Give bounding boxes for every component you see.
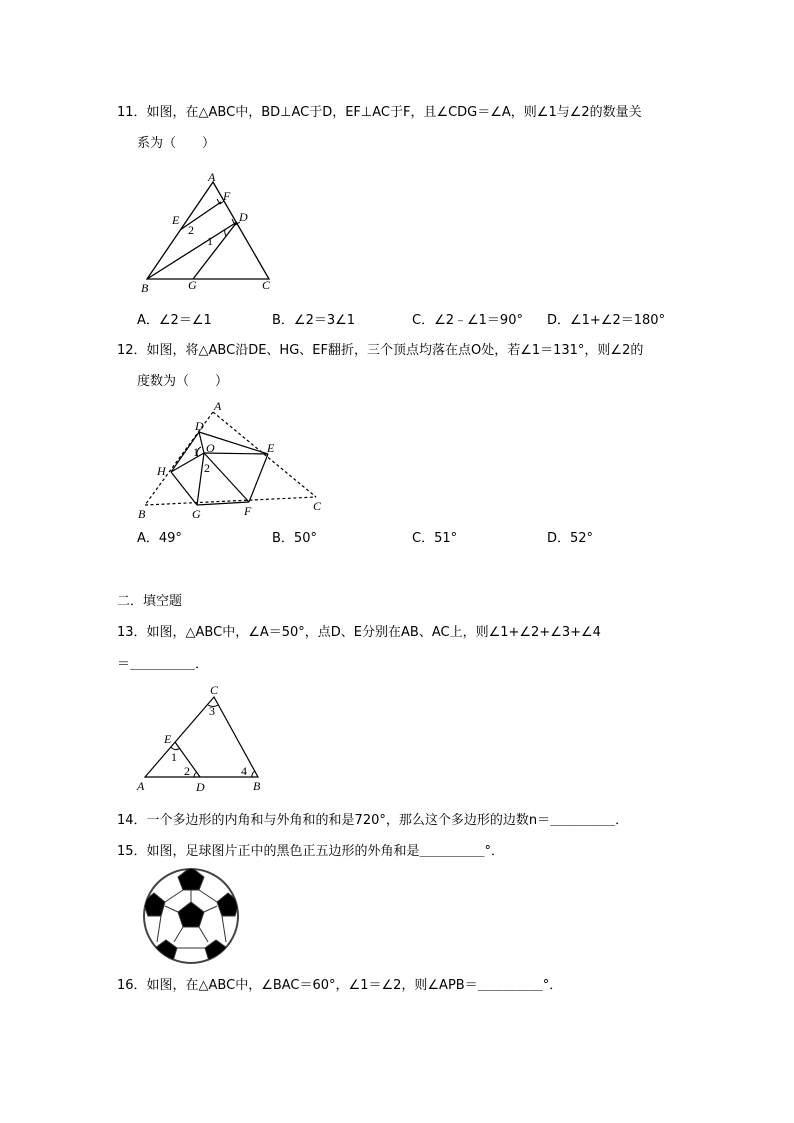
q13-stem-line1: 13．如图，△ABC中，∠A＝50°，点D、E分别在AB、AC上，则∠1+∠2+∠3+∠4 [117,625,601,640]
q12-option-b: B．50° [272,531,317,546]
q12-label-h: H [157,464,166,478]
q12-label-g: G [192,507,201,521]
q12-original-triangle [145,412,316,505]
q11-label-g: G [188,278,197,292]
q12-segment-do [199,432,204,453]
q12-label-a: A [214,399,222,413]
q16-stem: 16．如图，在△ABC中，∠BAC＝60°，∠1＝∠2，则∠APB＝＿＿＿＿＿°． [117,978,563,993]
q11-label-f: F [223,189,231,203]
q12-label-1: 1 [193,445,199,459]
q11-option-b: B．∠2＝3∠1 [272,313,356,328]
q13-stem-line2: ＝＿＿＿＿＿． [117,657,209,672]
q13-label-2: 2 [184,764,190,778]
q13-label-c: C [210,683,219,697]
q13-angle-arc-2 [194,772,197,777]
q15-soccer-ball-figure [140,866,244,970]
q11-option-a: A．∠2＝∠1 [137,313,212,328]
q12-label-b: B [138,507,146,521]
q13-label-b: B [253,779,261,793]
q13-label-a: A [137,779,145,793]
q11-triangle-abc [147,182,269,279]
q12-label-c: C [313,499,322,513]
q12-option-d: D．52° [547,531,594,546]
q12-stem-line2: 度数为（ ） [137,374,229,389]
q13-label-4: 4 [241,764,247,778]
q13-label-e: E [164,732,172,746]
q15-stem: 15．如图，足球图片正中的黑色正五边形的外角和是＿＿＿＿＿°． [117,844,505,859]
q13-label-d: D [196,780,205,794]
q11-segment-dg [193,222,237,279]
q11-stem-line1: 11．如图，在△ABC中，BD⊥AC于D，EF⊥AC于F，且∠CDG＝∠A，则∠1与∠2的数量关 [117,105,642,120]
q12-stem-line1: 12．如图，将△ABC沿DE、HG、EF翻折，三个顶点均落在点O处，若∠1＝131°，则∠2的 [117,343,644,358]
q12-label-f: F [244,504,252,518]
q11-label-c: C [262,278,271,292]
q12-figure [133,398,333,523]
q13-figure [133,682,273,794]
q11-label-d: D [239,210,248,224]
q12-label-o: O [206,441,215,455]
q13-label-1: 1 [171,750,177,764]
q12-label-e: E [267,441,275,455]
q11-label-e: E [172,213,180,227]
section-title: 二．填空题 [117,594,183,609]
q11-label-2: 2 [188,223,194,237]
q12-option-c: C．51° [412,531,458,546]
q12-label-2: 2 [204,461,210,475]
q11-segment-ef [180,202,221,230]
q12-fold-ef [249,454,268,502]
q11-label-1: 1 [207,234,213,248]
q12-fold-hg [171,472,197,505]
q11-label-a: A [208,170,216,184]
q11-option-d: D．∠1+∠2＝180° [547,313,666,328]
q12-segment-of [204,453,249,502]
q11-figure [130,165,290,295]
q12-segment-og [197,453,204,505]
q11-stem-line2: 系为（ ） [137,136,216,151]
q12-label-d: D [195,419,204,433]
q12-side-gf [197,502,249,505]
q12-option-a: A．49° [137,531,182,546]
q14-stem: 14．一个多边形的内角和与外角和的和是720°，那么这个多边形的边数n＝＿＿＿＿＿． [117,813,629,828]
q11-option-c: C．∠2﹣∠1＝90° [412,313,523,328]
q11-label-b: B [141,281,149,295]
q13-label-3: 3 [209,704,215,718]
